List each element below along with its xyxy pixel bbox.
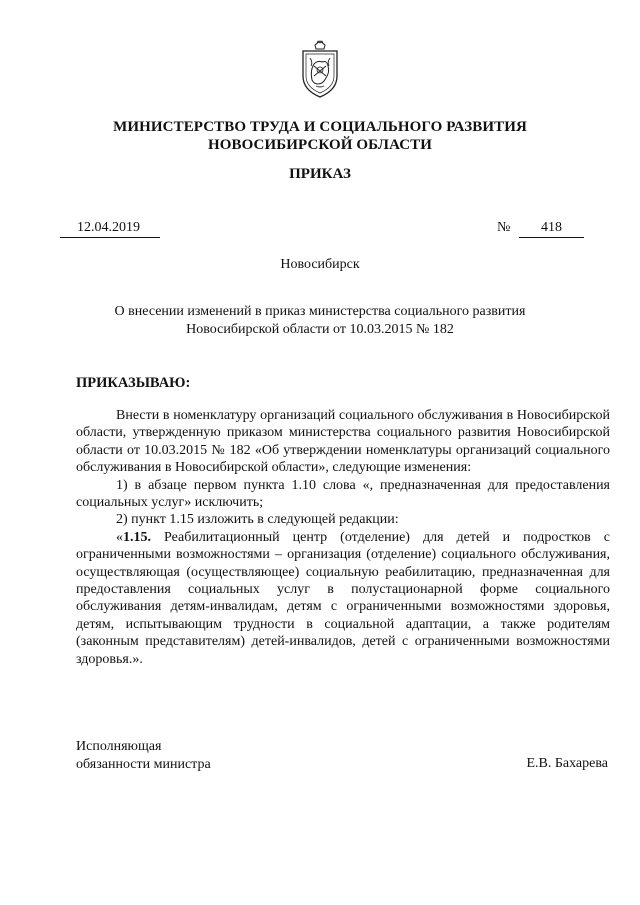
ministry-name-line2: НОВОСИБИРСКОЙ ОБЛАСТИ xyxy=(207,137,433,153)
body-paragraph-4 xyxy=(76,529,610,668)
city-name: Новосибирск xyxy=(280,257,360,272)
body-paragraph-1: Внести в номенклатуру организаций социального обслуживания в Новосибирской области, утвержденную приказом министерства социального развития Новосибирской области от 10.03.2015 № 182 «Об утверждении номенклатуры организаций социального обслуживания в Новосибирской области», следующие изменения: xyxy=(76,408,610,476)
document-type-title: ПРИКАЗ xyxy=(289,166,351,182)
ministry-name-line1: МИНИСТЕРСТВО ТРУДА И СОЦИАЛЬНОГО РАЗВИТИЯ xyxy=(113,119,527,135)
signer-position-line1: Исполняющая xyxy=(76,739,162,754)
coat-of-arms-emblem xyxy=(300,40,340,98)
order-body xyxy=(76,407,610,668)
quote-open: « xyxy=(116,529,123,545)
order-subject: О внесении изменений в приказ министерства социального развития Новосибирской области от 10.03.2015 № 182 xyxy=(114,304,526,337)
signer-position xyxy=(76,738,211,773)
body-paragraph-3: 2) пункт 1.15 изложить в следующей редакции: xyxy=(116,512,399,528)
number-sign: № xyxy=(497,220,511,235)
order-number: 418 xyxy=(541,220,562,235)
clause-number: 1.15. xyxy=(123,529,151,545)
order-date: 12.04.2019 xyxy=(77,220,140,235)
signer-name: Е.В. Бахарева xyxy=(526,756,608,771)
order-directive-word: ПРИКАЗЫВАЮ: xyxy=(76,375,191,391)
clause-text: Реабилитационный центр (отделение) для детей и подростков с ограниченными возможностями – организация (отделение) социального обслуживания, осуществляющая (осуществляющее) социальную реабилитацию, предназначенная для предоставления социальных услуг в полустационарной форме социального обслуживания детям-инвалидам, детям с ограниченными возможностями здоровья, детям, испытывающим трудности в социальной адаптации, а также родителям (законным представителям) детей-инвалидов, детей с ограниченными возможностями здоровья.». xyxy=(76,529,610,667)
signer-position-line2: обязанности министра xyxy=(76,756,211,772)
body-paragraph-2: 1) в абзаце первом пункта 1.10 слова «, предназначенная для предоставления социальных услуг» исключить; xyxy=(76,477,610,511)
